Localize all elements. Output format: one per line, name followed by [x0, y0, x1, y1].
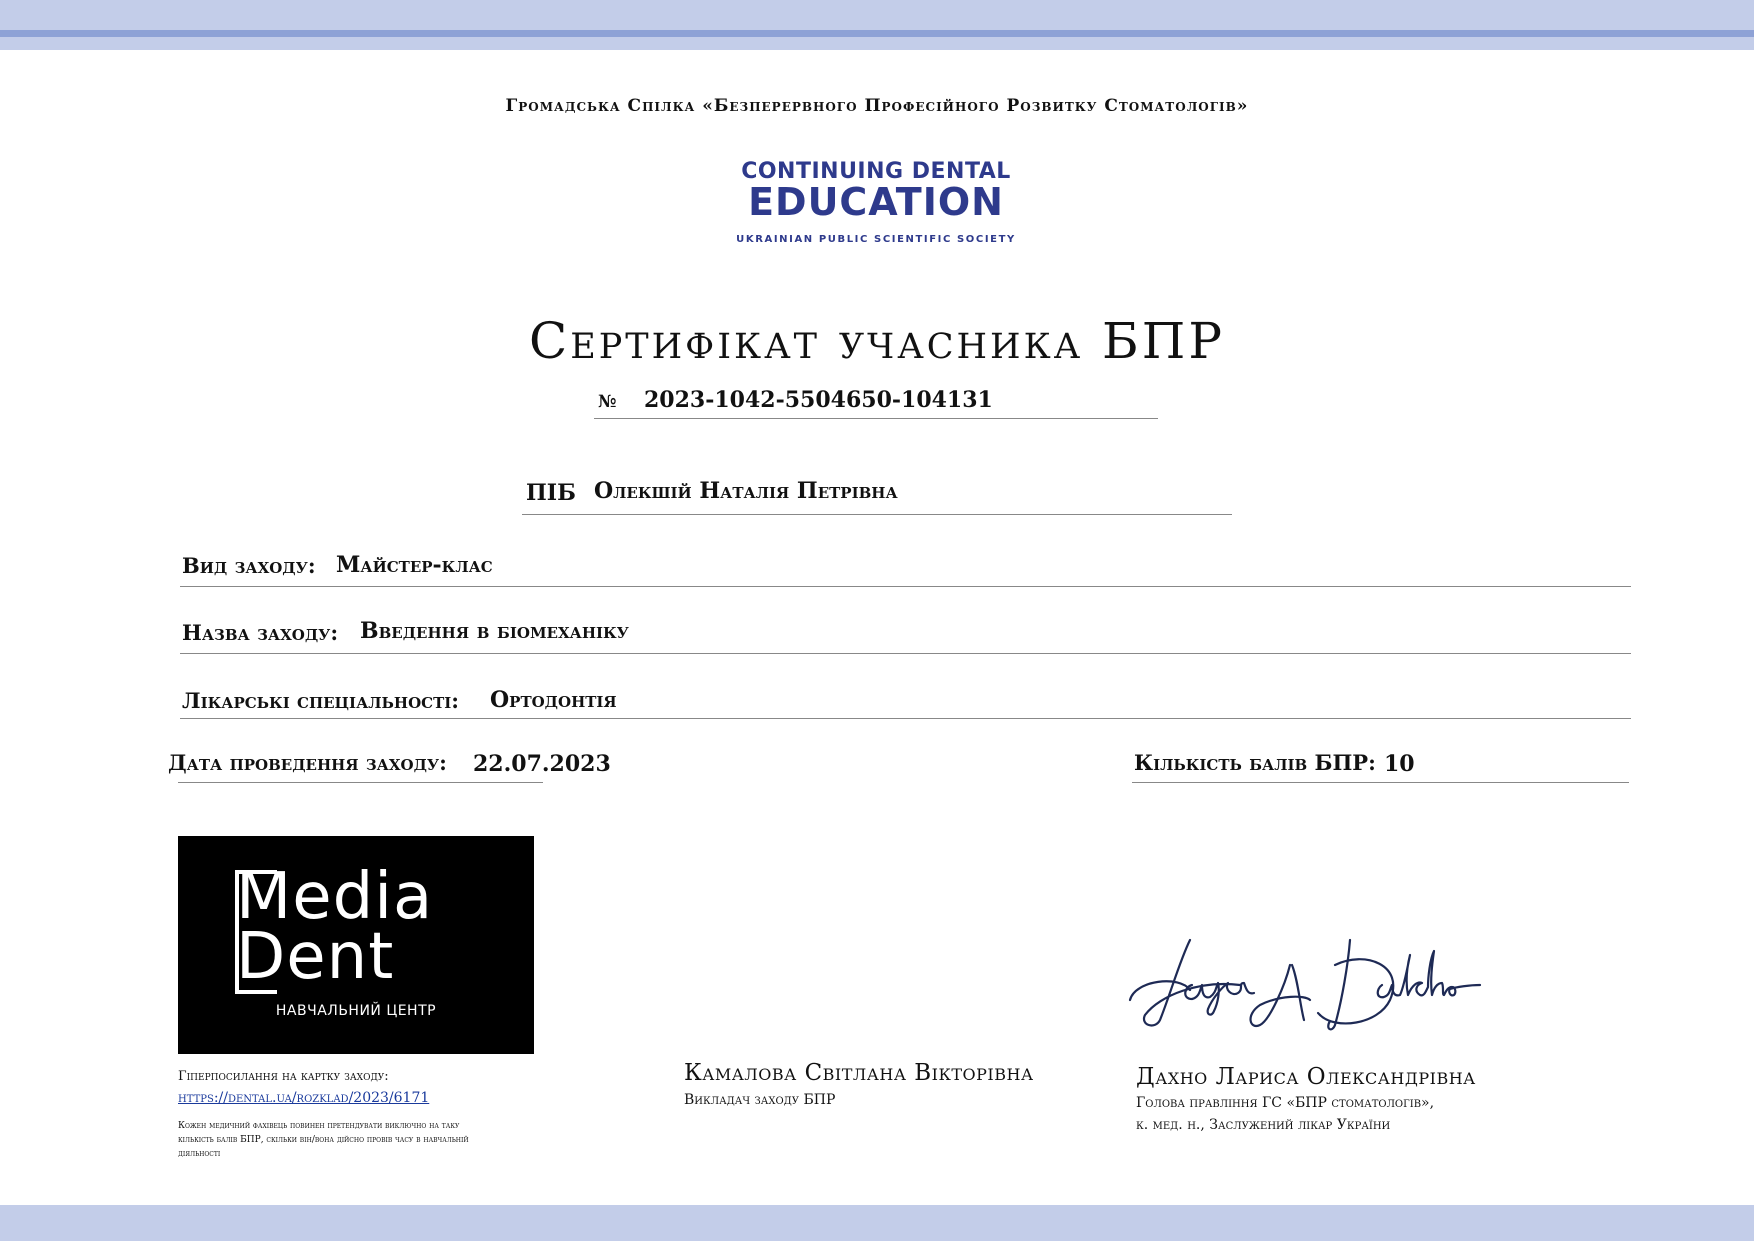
lecturer-name: Камалова Світлана Вікторівна	[684, 1060, 1034, 1086]
event-date-underline	[178, 782, 543, 783]
event-name-underline	[180, 653, 1631, 654]
event-name-value: Введення в біомеханіку	[360, 618, 629, 644]
number-underline	[594, 418, 1158, 419]
points-label: Кількість балів БПР:	[1134, 750, 1376, 775]
mediadent-subtitle: НАВЧАЛЬНИЙ ЦЕНТР	[275, 1003, 437, 1019]
points-underline	[1132, 782, 1629, 783]
head-name: Дахно Лариса Олександрівна	[1136, 1064, 1476, 1090]
event-type-label: Вид заходу:	[182, 553, 316, 578]
participant-label: ПІБ	[526, 480, 576, 506]
points-value: 10	[1384, 751, 1415, 777]
certificate-title: Сертифікат учасника БПР	[528, 312, 1226, 370]
event-link[interactable]: https://dental.ua/rozklad/2023/6171	[178, 1090, 430, 1106]
certificate-number: 2023-1042-5504650-104131	[644, 387, 993, 413]
logo-line-2: EDUCATION	[748, 180, 1004, 224]
cde-logo	[726, 160, 1026, 260]
organization-name: Громадська Спілка «Безперервного Професійного Розвитку Стоматологів»	[505, 96, 1249, 116]
top-band-stripe	[0, 30, 1754, 37]
specialties-underline	[180, 718, 1631, 719]
event-name-label: Назва заходу:	[182, 620, 339, 645]
event-type-value: Майстер-клас	[336, 552, 493, 578]
mediadent-word-2: Dent	[236, 920, 395, 994]
specialties-label: Лікарські спеціальності:	[182, 688, 460, 713]
event-date-label: Дата проведення заходу:	[168, 750, 447, 775]
head-role-line-1: Голова правління ГС «БПР стоматологів»,	[1136, 1095, 1435, 1111]
bottom-band	[0, 1205, 1754, 1241]
event-date-value: 22.07.2023	[473, 751, 611, 777]
specialties-value: Ортодонтія	[490, 687, 617, 713]
event-type-underline	[180, 586, 1631, 587]
lecturer-role: Викладач заходу БПР	[684, 1092, 836, 1108]
points-note: Кожен медичний фахівець повинен претендувати виключно на таку кількість балів БПР, скільки він/вона дійсно провів часу в навчальній діяльності	[178, 1121, 469, 1159]
number-label: №	[598, 392, 617, 412]
mediadent-word-1: Media	[236, 860, 434, 934]
participant-name: Олекшій Наталія Петрівна	[594, 478, 898, 504]
logo-line-1: CONTINUING DENTAL	[741, 159, 1011, 184]
head-role-line-2: к. мед. н., Заслужений лікар України	[1136, 1117, 1391, 1133]
head-signature	[1120, 925, 1510, 1035]
top-band	[0, 0, 1754, 50]
logo-line-3: UKRAINIAN PUBLIC SCIENTIFIC SOCIETY	[736, 234, 1016, 245]
participant-underline	[522, 514, 1232, 515]
event-link-label: Гіперпосилання на картку заходу:	[178, 1069, 389, 1084]
